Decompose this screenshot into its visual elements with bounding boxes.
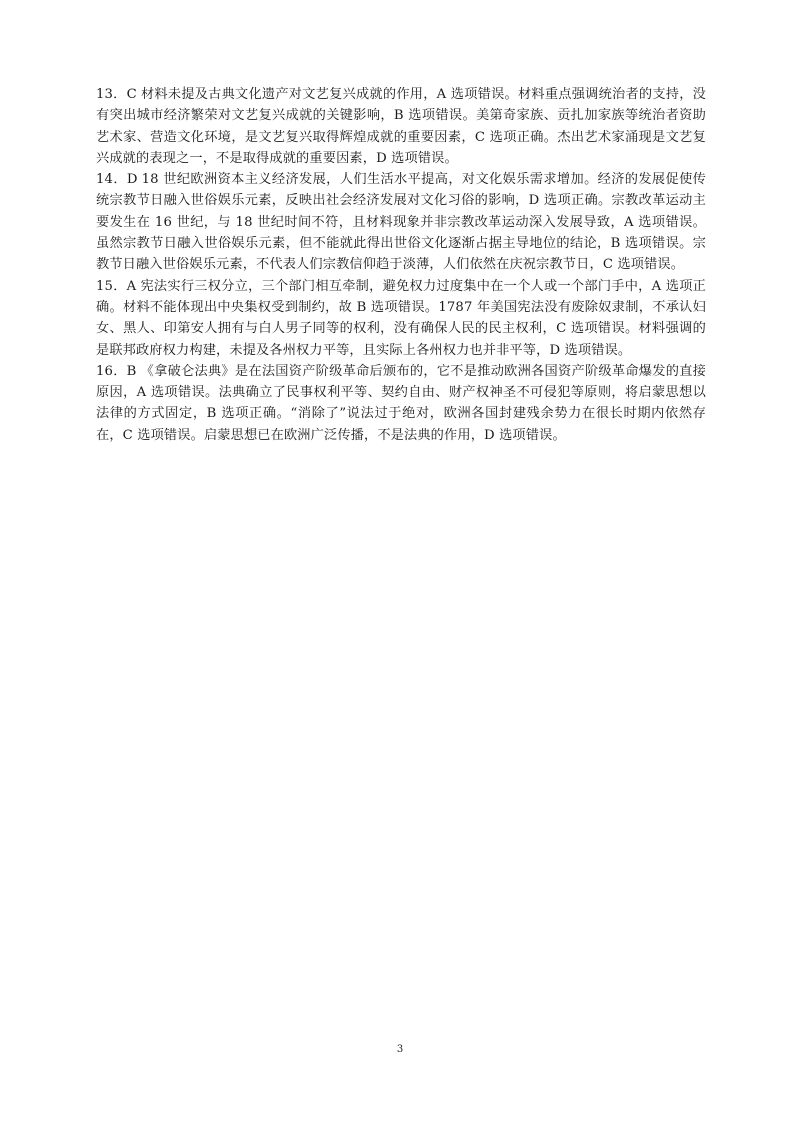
answer-item-13 (96, 84, 706, 169)
question-number: 14． (96, 172, 127, 188)
answer-number (96, 279, 136, 294)
answer-explanation: 材料未提及古典文化遗产对文艺复兴成就的作用，A 选项错误。材料重点强调统治者的支持，没有突出城市经济繁荣对文艺复兴成就的关键影响，B 选项错误。美第奇家族、贡扎加家族等统治者资助艺术家、营造文化环境，是文艺复兴取得辉煌成就的重要因素，C 选项正确。杰出艺术家涌现是文艺复兴成就的表现之一，不是取得成就的重要因素，D 选项错误。 (96, 87, 706, 166)
answer-letter: C (126, 87, 137, 102)
question-number: 16． (96, 363, 127, 379)
answer-item-16 (96, 361, 706, 446)
answer-explanation: 18 世纪欧洲资本主义经济发展，人们生活水平提高，对文化娱乐需求增加。经济的发展促使传统宗教节日融入世俗娱乐元素，反映出社会经济发展对文化习俗的影响，D 选项正确。宗教改革运动主要发生在 16 世纪，与 18 世纪时间不符，且材料现象并非宗教改革运动深入发展导致，A 选项错误。虽然宗教节日融入世俗娱乐元素，但不能就此得出世俗文化逐渐占据主导地位的结论，B 选项错误。宗教节日融入世俗娱乐元素，不代表人们宗教信仰趋于淡薄，人们依然在庆祝宗教节日，C 选项错误。 (96, 172, 706, 273)
answer-number (96, 172, 138, 187)
page-number: 3 (396, 1044, 404, 1055)
question-number: 15． (96, 278, 127, 294)
answer-letter: B (126, 363, 137, 379)
answer-item-15 (96, 276, 706, 361)
answer-letter: D (126, 172, 138, 188)
answer-explanation: 宪法实行三权分立，三个部门相互牵制，避免权力过度集中在一个人或一个部门手中，A 选项正确。材料不能体现出中央集权受到制约，故 B 选项错误。1787 年美国宪法没有废除奴隶制，不承认妇女、黑人、印第安人拥有与白人男子同等的权利，没有确保人民的民主权利，C 选项错误。材料强调的是联邦政府权力构建，未提及各州权力平等，且实际上各州权力也并非平等，D 选项错误。 (96, 278, 706, 358)
answer-item-14 (96, 169, 706, 275)
answer-explanations (96, 84, 706, 446)
answer-explanation: 《拿破仑法典》是在法国资产阶级革命后颁布的，它不是推动欧洲各国资产阶级革命爆发的直接原因，A 选项错误。法典确立了民事权利平等、契约自由、财产权神圣不可侵犯等原则，将启蒙思想以法律的方式固定，B 选项正确。“消除了”说法过于绝对，欧洲各国封建残余势力在很长时期内依然存在，C 选项错误。启蒙思想已在欧洲广泛传播，不是法典的作用，D 选项错误。 (96, 363, 706, 443)
answer-letter: A (126, 278, 137, 294)
question-number: 13． (96, 87, 127, 102)
answer-number (96, 364, 137, 379)
answer-number (96, 87, 137, 102)
